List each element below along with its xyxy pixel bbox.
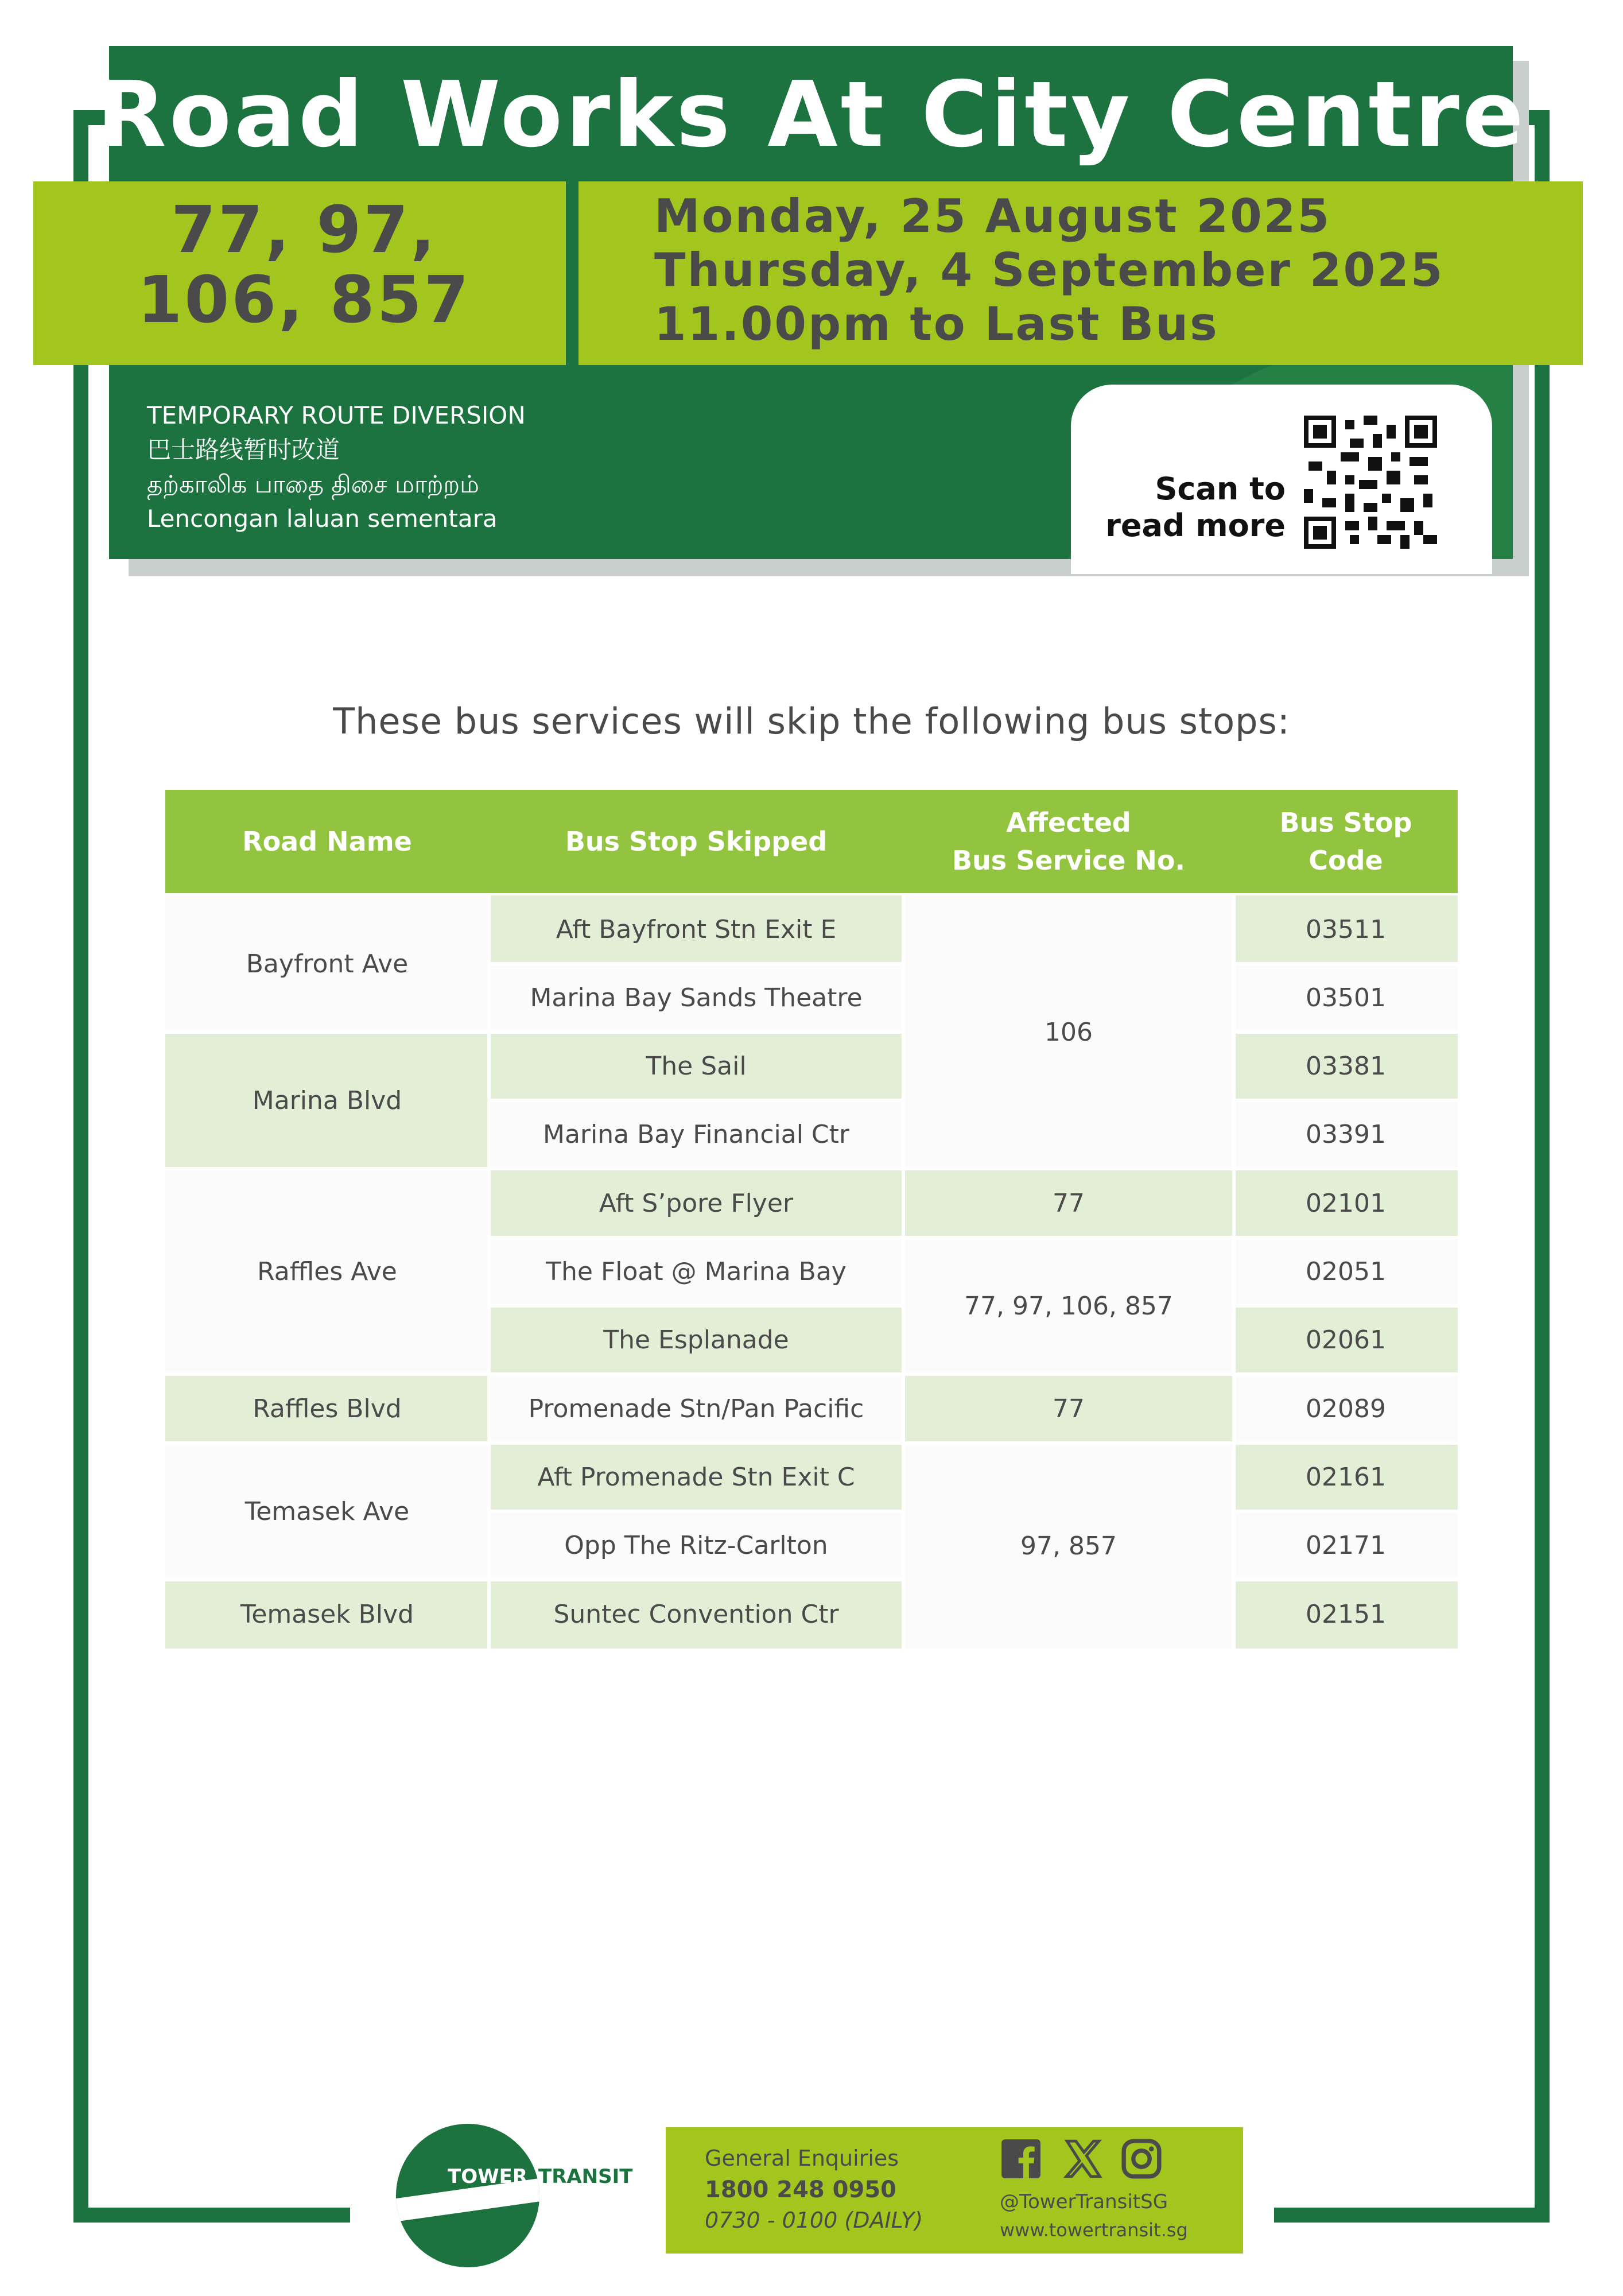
label-chinese: 巴士路线暂时改道 [147,436,340,464]
stop-cell: The Esplanade [489,1306,903,1374]
label-tamil: தற்காலிக பாதை திசை மாற்றம் [147,470,479,498]
band-divider [566,181,578,365]
grid-line [489,1510,903,1513]
enquiries-label: General Enquiries [705,2146,899,2171]
stop-cell: Opp The Ritz-Carlton [489,1511,903,1580]
road-marina-blvd: Marina Blvd [165,1032,489,1169]
tower-transit-logo [396,2124,539,2267]
service-cell: 77, 97, 106, 857 [903,1238,1234,1374]
social-handle[interactable]: @TowerTransitSG [1000,2190,1168,2213]
col-header-stop: Bus Stop Skipped [489,790,903,893]
end-date: Thursday, 4 September 2025 [654,243,1445,297]
instagram-icon[interactable] [1120,2138,1163,2180]
scan-line-1: Scan to [1155,471,1286,507]
service-cell: 77 [903,1374,1234,1443]
grid-line [165,1372,1458,1376]
col-header-service: Affected Bus Service No. [903,790,1234,893]
intro-text: These bus services will skip the following bus stops: [333,700,1290,742]
stop-cell: Aft S’pore Flyer [489,1169,903,1238]
col-header-road: Road Name [165,790,489,893]
grid-line [165,1167,1458,1170]
qr-code-icon[interactable] [1304,416,1437,549]
date-block [654,189,1572,351]
grid-line [489,1304,903,1308]
start-date: Monday, 25 August 2025 [654,189,1331,243]
stop-cell: Aft Promenade Stn Exit C [489,1443,903,1511]
code-cell: 03511 [1234,895,1458,964]
service-cell: 97, 857 [903,1443,1234,1649]
code-cell: 02171 [1234,1511,1458,1580]
grid-line [1232,895,1236,1649]
code-cell: 02089 [1234,1374,1458,1443]
services-line-2: 106, 857 [137,263,471,338]
grid-line [487,895,491,1649]
grid-line [489,1236,1458,1239]
stop-cell: Suntec Convention Ctr [489,1580,903,1649]
grid-line [489,1099,903,1102]
stop-cell: Marina Bay Sands Theatre [489,964,903,1032]
grid-line [1234,1510,1458,1513]
road-temasek-ave: Temasek Ave [165,1443,489,1580]
road-temasek-blvd: Temasek Blvd [165,1580,489,1649]
stop-cell: Promenade Stn/Pan Pacific [489,1374,903,1443]
code-cell: 02151 [1234,1580,1458,1649]
facebook-icon[interactable] [1000,2138,1042,2180]
grid-line [165,1578,903,1581]
grid-line [1234,1578,1458,1581]
logo-transit-text: TRANSIT [538,2165,633,2188]
grid-line [902,895,905,1649]
label-malay: Lencongan laluan sementara [147,505,498,533]
service-cell: 77 [903,1169,1234,1238]
grid-line [1234,1099,1458,1102]
grid-line [1234,1030,1458,1034]
scan-line-2: read more [1105,507,1286,544]
col-header-code: Bus Stop Code [1234,790,1458,893]
label-english: TEMPORARY ROUTE DIVERSION [147,401,526,429]
code-cell: 03381 [1234,1032,1458,1100]
stop-cell: The Float @ Marina Bay [489,1238,903,1306]
page-title: Road Works At City Centre [96,62,1527,168]
website-link[interactable]: www.towertransit.sg [1000,2219,1188,2241]
time-range: 11.00pm to Last Bus [654,297,1219,351]
logo-tower-text: TOWER [448,2165,528,2188]
diversion-labels [147,398,526,536]
code-cell: 03391 [1234,1100,1458,1169]
stop-cell: Marina Bay Financial Ctr [489,1100,903,1169]
code-cell: 02161 [1234,1443,1458,1511]
grid-line [1234,1304,1458,1308]
x-icon[interactable] [1062,2138,1104,2180]
road-raffles-ave: Raffles Ave [165,1169,489,1374]
affected-services [57,193,551,338]
service-cell: 106 [903,895,1234,1169]
code-cell: 03501 [1234,964,1458,1032]
code-cell: 02051 [1234,1238,1458,1306]
grid-line [1234,962,1458,965]
grid-line [165,1441,1458,1445]
services-line-1: 77, 97, [171,193,437,267]
code-cell: 02061 [1234,1306,1458,1374]
code-cell: 02101 [1234,1169,1458,1238]
grid-line [165,1030,903,1034]
enquiries-phone[interactable]: 1800 248 0950 [705,2177,897,2203]
grid-line [489,962,903,965]
stop-cell: Aft Bayfront Stn Exit E [489,895,903,964]
enquiries-hours: 0730 - 0100 (DAILY) [705,2208,923,2233]
road-bayfront-ave: Bayfront Ave [165,895,489,1032]
scan-to-read-more [1090,471,1286,544]
stop-cell: The Sail [489,1032,903,1100]
road-raffles-blvd: Raffles Blvd [165,1374,489,1443]
